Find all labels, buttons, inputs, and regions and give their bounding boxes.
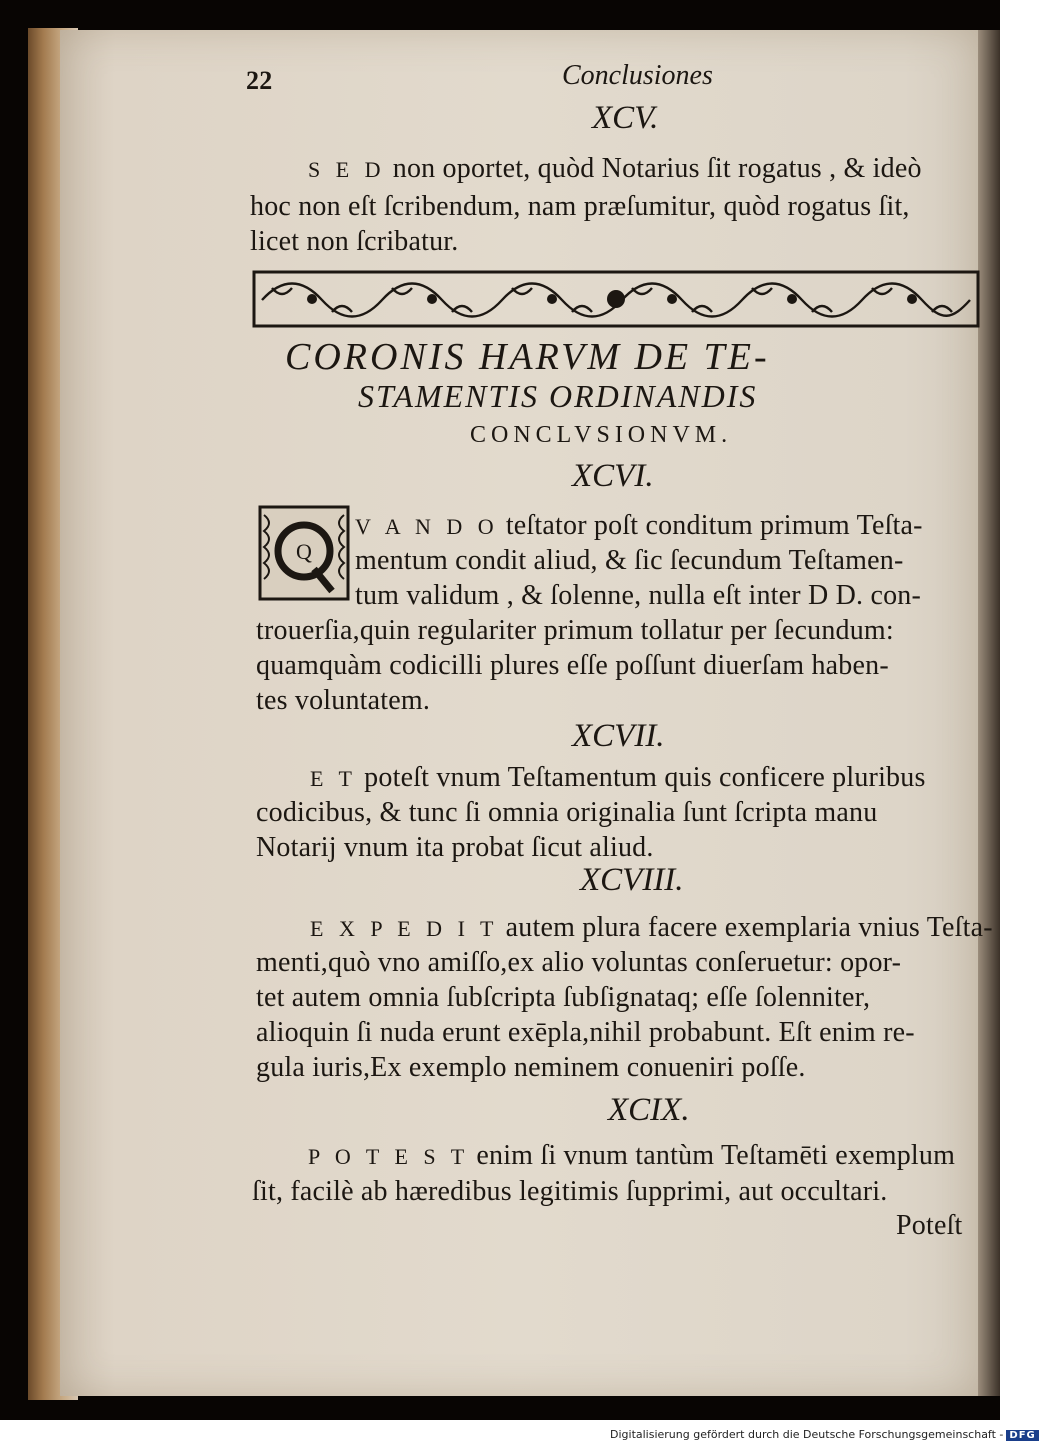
paragraph-line: Notarij vnum ita probat ſicut aliud. — [256, 832, 654, 863]
heading-line: STAMENTIS ORDINANDIS — [358, 378, 758, 414]
paragraph-line: codicibus, & tunc ſi omnia originalia ſunt ſcripta manu — [256, 797, 878, 828]
paragraph-line: hoc non eſt ſcribendum, nam præſumitur, quòd rogatus ſit, — [250, 191, 910, 222]
paragraph-line: V A N D O teſtator poſt conditum primum Teſta- — [355, 510, 923, 541]
paragraph-line: tet autem omnia ſubſcripta ſubſignataq; eſſe ſolenniter, — [256, 982, 871, 1013]
catchword: Poteſt — [896, 1210, 963, 1241]
section-number: XCVII. — [572, 718, 665, 754]
paragraph-line: tum validum , & ſolenne, nulla eſt inter D D. con- — [355, 580, 921, 611]
ornamental-band — [252, 270, 980, 328]
paragraph-line: E T poteſt vnum Teſtamentum quis conficere pluribus — [310, 762, 926, 793]
running-head: Conclusiones — [562, 60, 713, 91]
paragraph-line: alioquin ſi nuda erunt exēpla,nihil probabunt. Eſt enim re- — [256, 1017, 915, 1048]
lead-word: E T — [310, 766, 357, 791]
section-number: XCIX. — [608, 1092, 690, 1128]
decorated-initial-icon — [258, 505, 350, 605]
paragraph-line: licet non ſcribatur. — [250, 226, 459, 257]
paragraph-line: tes voluntatem. — [256, 685, 431, 716]
heading-line: CORONIS HARVM DE TE- — [285, 336, 770, 378]
digitization-credit: Digitalisierung gefördert durch die Deutsche Forschungsgemeinschaft - DFG — [610, 1428, 1039, 1441]
paragraph-line: mentum condit aliud, & ſic ſecundum Teſtamen- — [355, 545, 904, 576]
section-number: XCVI. — [572, 458, 654, 494]
page-shadow-edge — [978, 30, 1000, 1396]
paragraph-line: P O T E S T enim ſi vnum tantùm Teſtamēti exemplum — [308, 1140, 956, 1171]
lead-word: P O T E S T — [308, 1144, 470, 1169]
section-number: XCV. — [592, 100, 659, 136]
dfg-logo-icon: DFG — [1006, 1430, 1038, 1441]
paragraph-line: trouerſia,quin regulariter primum tollatur per ſecundum: — [256, 615, 894, 646]
paragraph-line: S E D non oportet, quòd Notarius ſit rogatus , & ideò — [308, 153, 922, 184]
paragraph-line: E X P E D I T autem plura facere exemplaria vnius Teſta- — [310, 912, 993, 943]
paragraph-line: quamquàm codicilli plures eſſe poſſunt diuerſam haben- — [256, 650, 889, 681]
paragraph-line: menti,quò vno amiſſo,ex alio voluntas conſeruetur: opor- — [256, 947, 902, 978]
svg-text:Q: Q — [296, 539, 312, 564]
paragraph-line: gula iuris,Ex exemplo neminem conueniri poſſe. — [256, 1052, 806, 1083]
section-number: XCVIII. — [580, 862, 684, 898]
heading-line: CONCLVSIONVM. — [470, 422, 733, 448]
lead-word: V A N D O — [355, 514, 499, 539]
page-number: 22 — [246, 66, 273, 95]
lead-word: E X P E D I T — [310, 916, 499, 941]
paragraph-line: ſit, facilè ab hæredibus legitimis ſupprimi, aut occultari. — [252, 1176, 888, 1207]
lead-word: S E D — [308, 157, 386, 182]
